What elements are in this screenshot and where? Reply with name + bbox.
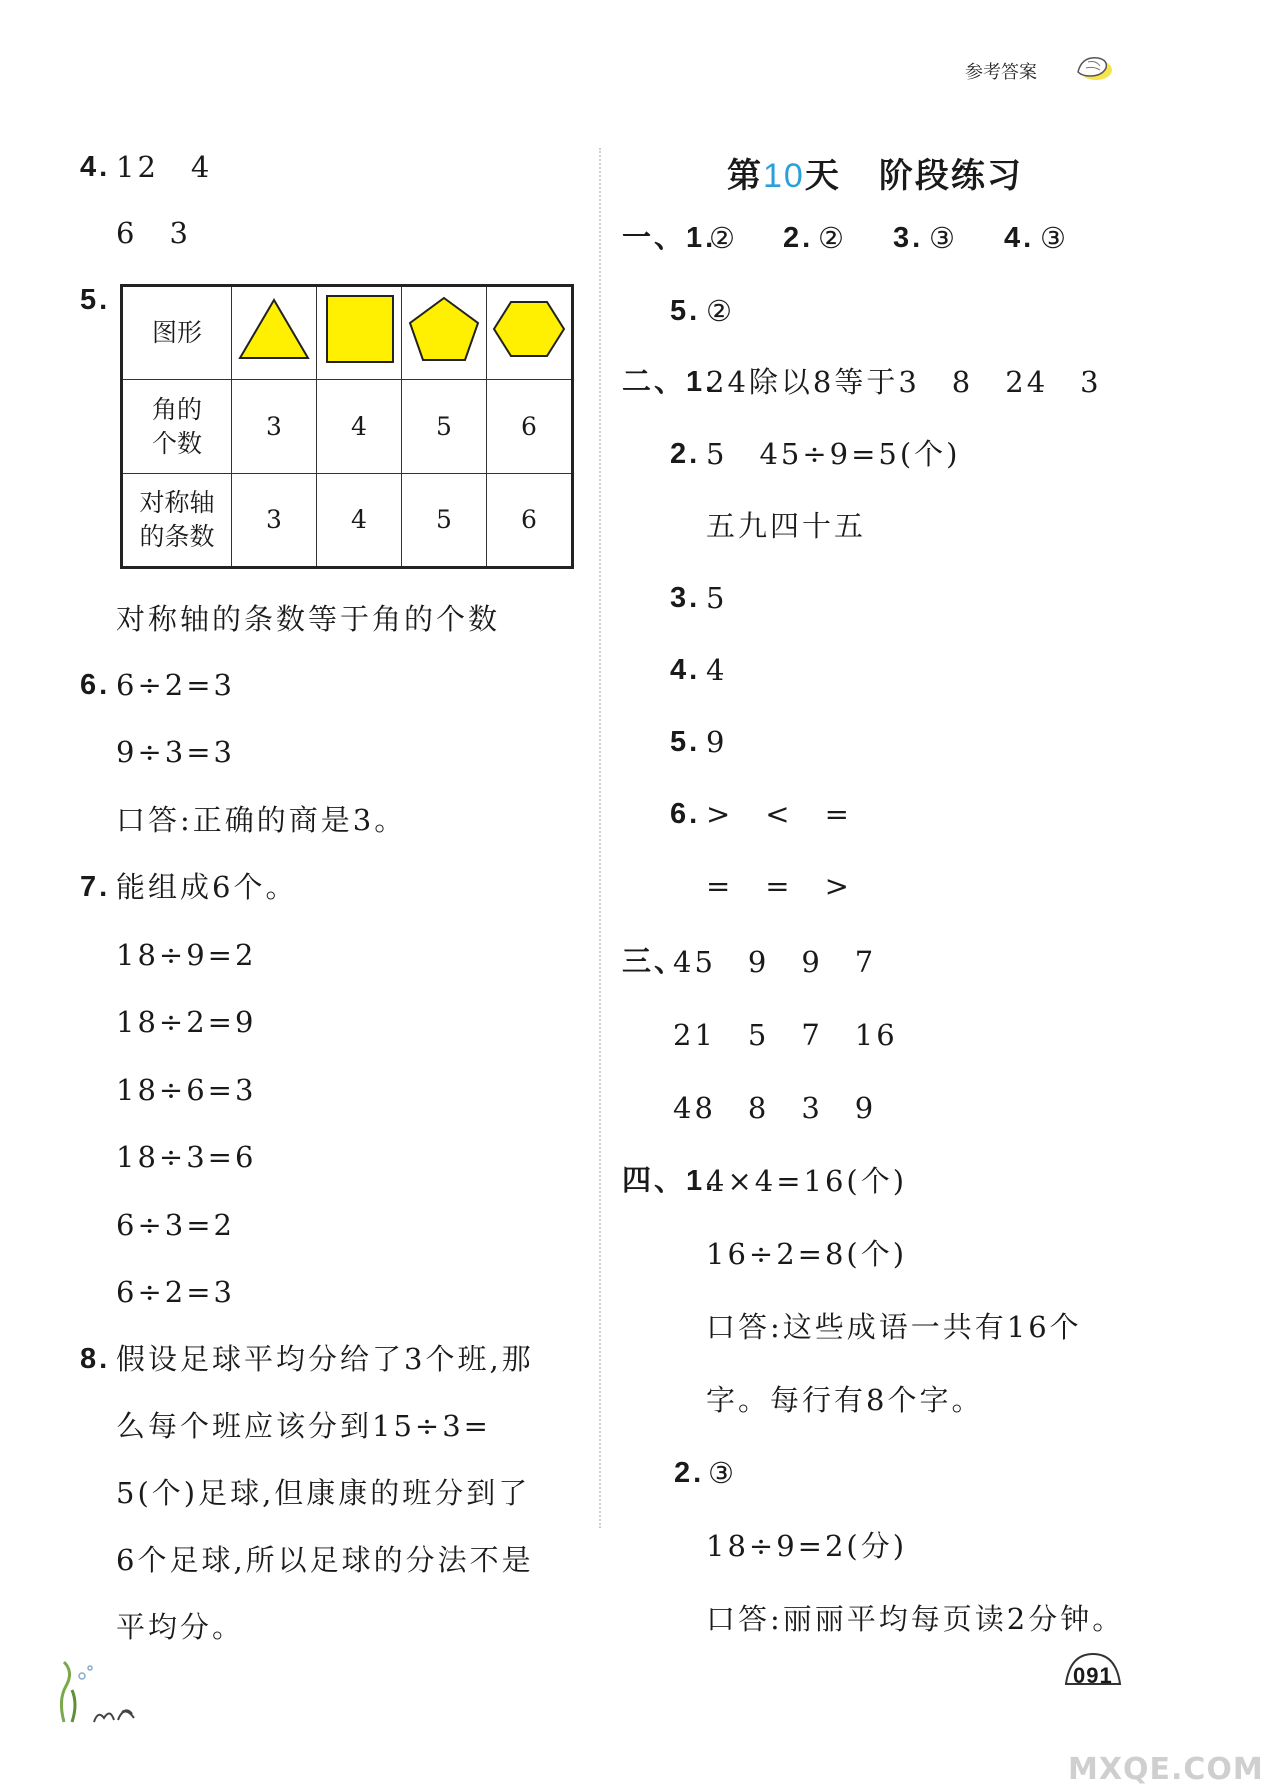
axes-value: 5 xyxy=(402,474,487,568)
s1-answer: ③ xyxy=(1040,221,1069,255)
row-label-axes-line-2: 的条数 xyxy=(139,522,215,551)
q8-line: 平均分。 xyxy=(116,1610,245,1644)
s2-q6-number: 6. xyxy=(670,798,701,830)
q7-line-1: 能组成6个。 xyxy=(116,870,298,904)
s2-answer-6: > < = xyxy=(706,797,852,831)
q7-equation: 6÷3=2 xyxy=(116,1208,235,1242)
s2-q3-number: 3. xyxy=(670,582,701,614)
row-label-corners xyxy=(122,380,232,474)
q7-equation: 18÷9=2 xyxy=(116,938,257,972)
s4-label: 四、1. xyxy=(622,1165,717,1197)
s3-row: 45 9 9 7 xyxy=(673,945,877,979)
row-label-shape: 图形 xyxy=(122,286,232,380)
s2-answer-4: 4 xyxy=(706,653,728,687)
corners-value: 6 xyxy=(487,380,573,474)
page-number: 091 xyxy=(1073,1663,1113,1688)
s2-answer-6b: = = > xyxy=(706,869,852,903)
hexagon-cell xyxy=(487,286,573,380)
row-label-axes-line-1: 对称轴 xyxy=(139,488,215,518)
s4-line: 16÷2=8(个) xyxy=(706,1237,908,1271)
s2-q4-number: 4. xyxy=(670,654,701,686)
axes-value: 4 xyxy=(317,474,402,568)
s2-answer-2b: 五九四十五 xyxy=(706,509,867,543)
axes-value: 3 xyxy=(232,474,317,568)
title-day-number: 10 xyxy=(763,157,805,195)
s1-answer: ② xyxy=(818,221,847,255)
square-shape xyxy=(321,294,397,364)
q7-equation: 6÷2=3 xyxy=(116,1275,235,1309)
s1-answer: ② xyxy=(706,294,735,328)
corners-value: 3 xyxy=(232,380,317,474)
s4-q2-number: 2. xyxy=(674,1457,705,1489)
title-suffix: 天 xyxy=(804,156,841,196)
row-label-corners-line-2: 个数 xyxy=(151,428,202,458)
q6-answer: 口答:正确的商是3。 xyxy=(116,803,407,837)
q8-line: 么每个班应该分到15÷3= xyxy=(116,1409,491,1443)
title-name: 阶段练习 xyxy=(878,156,1023,196)
q7-equation: 18÷2=9 xyxy=(116,1005,257,1039)
s2-label: 二、1. xyxy=(622,366,717,398)
s3-row: 48 8 3 9 xyxy=(673,1091,877,1125)
title-prefix: 第 xyxy=(727,156,763,196)
s4-line: 4×4=16(个) xyxy=(706,1164,908,1198)
s3-label: 三、 xyxy=(622,946,687,978)
pentagon-cell xyxy=(402,286,487,380)
q7-number: 7. xyxy=(80,871,111,903)
row-label-axes xyxy=(122,474,232,568)
corners-value: 5 xyxy=(402,380,487,474)
s2-answer-2: 5 45÷9=5(个) xyxy=(706,437,961,471)
shape-table xyxy=(120,284,574,569)
s4-answer: 口答:这些成语一共有16个 xyxy=(706,1310,1082,1344)
q7-equation: 18÷6=3 xyxy=(116,1073,257,1107)
column-divider xyxy=(599,148,601,1528)
s3-row: 21 5 7 16 xyxy=(673,1018,898,1052)
hexagon-shape xyxy=(491,294,567,364)
q5-number: 5. xyxy=(80,284,111,316)
s1-label: 一、1. xyxy=(622,222,717,254)
triangle-shape xyxy=(236,294,312,364)
seaweed-decoration-icon xyxy=(54,1660,144,1726)
s2-q5-number: 5. xyxy=(670,726,701,758)
s1-answer: ② xyxy=(709,221,738,255)
s1-q3-number: 3. xyxy=(893,222,924,254)
s2-answer-1: 24除以8等于3 8 24 3 xyxy=(706,365,1102,399)
corners-value: 4 xyxy=(317,380,402,474)
q8-line: 6个足球,所以足球的分法不是 xyxy=(116,1543,534,1577)
q4-number: 4. xyxy=(80,151,111,183)
row-label-corners-line-1: 角的 xyxy=(151,394,202,424)
s2-answer-5: 9 xyxy=(706,725,728,759)
q7-equation: 18÷3=6 xyxy=(116,1140,257,1174)
triangle-cell xyxy=(232,286,317,380)
q6-number: 6. xyxy=(80,669,111,701)
s1-q4-number: 4. xyxy=(1004,222,1035,254)
section-title xyxy=(727,148,1023,197)
q6-line-1: 6÷2=3 xyxy=(116,668,235,702)
square-cell xyxy=(317,286,402,380)
s1-answer: ③ xyxy=(929,221,958,255)
watermark-text: MXQE.COM xyxy=(1068,1752,1264,1787)
q4-line-2: 6 3 xyxy=(116,216,191,250)
q5-conclusion: 对称轴的条数等于角的个数 xyxy=(116,602,501,636)
axes-value: 6 xyxy=(487,474,573,568)
q8-line: 5(个)足球,但康康的班分到了 xyxy=(116,1476,531,1510)
s2-q2-number: 2. xyxy=(670,438,701,470)
s4-q2-answer: ③ xyxy=(708,1456,737,1490)
s4-line: 18÷9=2(分) xyxy=(706,1529,908,1563)
q6-line-2: 9÷3=3 xyxy=(116,735,235,769)
s1-q2-number: 2. xyxy=(783,222,814,254)
pentagon-shape xyxy=(406,294,482,364)
s4-answer-2: 口答:丽丽平均每页读2分钟。 xyxy=(706,1602,1125,1636)
q8-number: 8. xyxy=(80,1343,111,1375)
header-label: 参考答案 xyxy=(965,62,1037,83)
s2-answer-3: 5 xyxy=(706,581,728,615)
shell-icon xyxy=(1072,50,1114,84)
s4-answer-cont: 字。每行有8个字。 xyxy=(706,1383,984,1417)
s1-q5-number: 5. xyxy=(670,295,701,327)
q4-line-1: 12 4 xyxy=(116,150,213,184)
q8-line: 假设足球平均分给了3个班,那 xyxy=(116,1342,534,1376)
